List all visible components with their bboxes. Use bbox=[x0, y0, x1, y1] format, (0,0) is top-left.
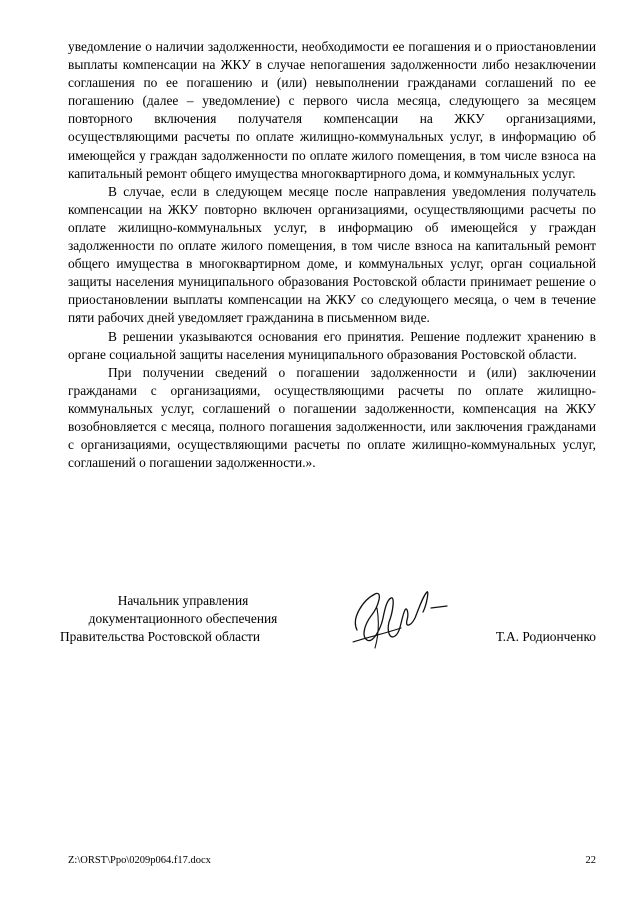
paragraph-2: В случае, если в следующем месяце после направления уведомления получатель компенсации на ЖКУ повторно включен организациями, осуществляющими расчеты по оплате жилищно-коммунальных услуг, в информацию об имеющейся у граждан задолженности по оплате жилого помещения, в том числе взноса на капитальный ремонт общего имущества в многоквартирном доме, и коммунальных услуг, орган социальной защиты населения муниципального образования Ростовской области принимает решение о приостановлении выплаты компенсации на ЖКУ со следующего месяца, о чем в течение пяти рабочих дней уведомляет гражданина в письменном виде. bbox=[68, 183, 596, 326]
page-footer bbox=[68, 855, 596, 869]
paragraph-4: При получении сведений о погашении задолженности и (или) заключении гражданами с организациями, осуществляющими расчеты по оплате жилищно-коммунальных услуг, соглашений о погашении задолженности, компенсация на ЖКУ возобновляется с месяца, полного погашения задолженности, или заключения гражданами с организациями, осуществляющими расчеты по оплате жилищно-коммунальных услуг, соглашений о погашении задолженности.». bbox=[68, 364, 596, 471]
file-path: Z:\ORST\Ppo\0209p064.f17.docx bbox=[68, 855, 211, 866]
handwritten-signature bbox=[343, 578, 453, 658]
signatory-position bbox=[60, 592, 298, 646]
signatory-name: Т.А. Родионченко bbox=[495, 629, 596, 644]
paragraph-3: В решении указываются основания его принятия. Решение подлежит хранению в органе социальной защиты населения муниципального образования Ростовской области. bbox=[68, 328, 596, 362]
position-line-2: документационного обеспечения bbox=[88, 611, 278, 627]
signature-block bbox=[60, 592, 596, 662]
document-body bbox=[68, 38, 596, 472]
position-line-1: Начальник управления bbox=[117, 593, 249, 608]
page-number: 22 bbox=[585, 855, 596, 866]
position-line-3: Правительства Ростовской области bbox=[60, 629, 261, 645]
paragraph-1: уведомление о наличии задолженности, необходимости ее погашения и о приостановлении выплаты компенсации на ЖКУ в случае непогашения задолженности либо незаключении соглашения по ее погашению и (или) невыполнении гражданами соглашений по ее погашению (далее – уведомление) с первого числа месяца, следующего за месяцем повторного включения получателя компенсации на ЖКУ организациями, осуществляющими расчеты по оплате жилищно-коммунальных услуг, в информацию об имеющейся у граждан задолженности по оплате жилого помещения, в том числе взноса на капитальный ремонт общего имущества многоквартирного дома, и коммунальных услуг. bbox=[68, 39, 596, 181]
